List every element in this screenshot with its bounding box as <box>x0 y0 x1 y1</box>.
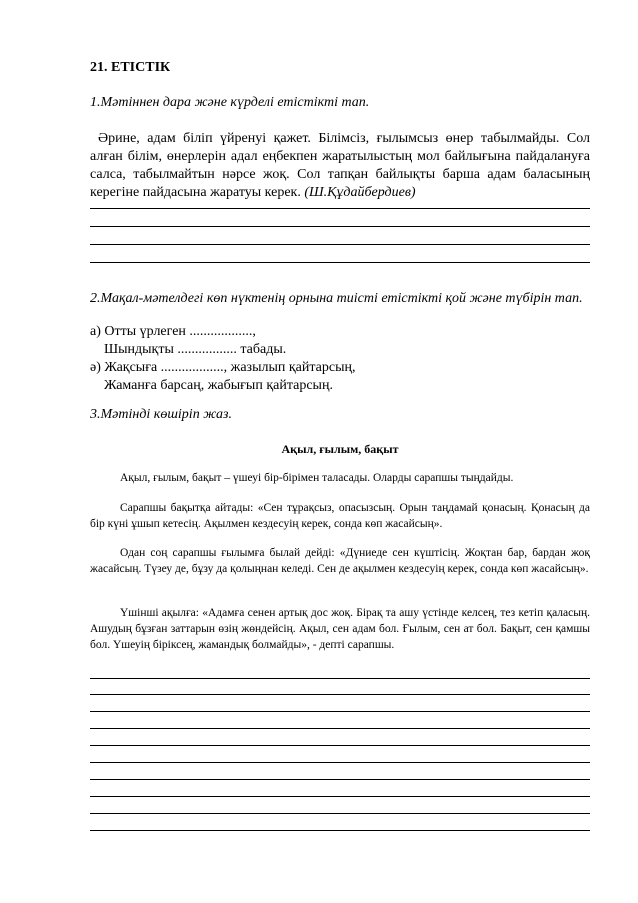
answer-line[interactable] <box>90 678 590 679</box>
proverb-line: Шындықты ................. табады. <box>104 342 287 357</box>
task3-instruction: 3.Мәтінді көшіріп жаз. <box>90 407 232 422</box>
task2-instruction: 2.Мақал-мәтелдегі көп нүктенің орнына тиісті етістікті қой және түбірін тап. <box>90 291 583 306</box>
task1-author: (Ш.Құдайбердиев) <box>304 185 416 200</box>
text-paragraph: Одан соң сарапшы ғылымға былай дейді: «Дүниеде сен күштісің. Жоқтан бар, бардан жоқ жасайсың. Түзеу де, бұзу да қолыңнан келеді. Сен де ақылмен кездесуің керек, сонда көп жасайсың». <box>90 547 590 575</box>
answer-line[interactable] <box>90 694 590 695</box>
answer-line[interactable] <box>90 830 590 831</box>
answer-line[interactable] <box>90 813 590 814</box>
proverb-line: а) Отты үрлеген .................., <box>90 324 256 339</box>
text-paragraph: Сарапшы бақытқа айтады: «Сен тұрақсыз, опасызсың. Орын таңдамай қонасың. Қонасың да бір күні ұшып кетесің. Ақылмен кездесуің керек, сонда көп жасайсың». <box>90 502 590 530</box>
proverb-line: ә) Жақсыға .................., жазылып қайтарсың, <box>90 360 356 375</box>
answer-line[interactable] <box>90 728 590 729</box>
answer-line[interactable] <box>90 762 590 763</box>
task1-body: Әрине, адам біліп үйренуі қажет. Білімсіз, ғылымсыз өнер табылмайды. Сол алған білім, өнерлерін адал еңбекпен жаратылыстың мол байлығына пайдалануға салса, табылмайтын нәрсе жоқ. Сол тапқан байлықты барша адам баласының керегіне пайдасына жаратуы керек. <box>90 131 590 200</box>
answer-line[interactable] <box>90 208 590 209</box>
answer-line[interactable] <box>90 226 590 227</box>
task1-text <box>90 130 590 202</box>
answer-line[interactable] <box>90 262 590 263</box>
answer-line[interactable] <box>90 244 590 245</box>
text-paragraph: Ақыл, ғылым, бақыт – үшеуі бір-бірімен таласады. Оларды сарапшы тыңдайды. <box>120 472 514 484</box>
answer-line[interactable] <box>90 779 590 780</box>
proverb-line: Жаманға барсаң, жабығып қайтарсың. <box>104 378 333 393</box>
answer-line[interactable] <box>90 711 590 712</box>
answer-line[interactable] <box>90 796 590 797</box>
page-title: 21. ЕТІСТІК <box>90 60 171 75</box>
answer-line[interactable] <box>90 745 590 746</box>
text-paragraph: Үшінші ақылға: «Адамға сенен артық дос жоқ. Бірақ та ашу үстінде келсең, тез кетіп қаласың. Ашудың бұзған заттарын өзің жөндейсің. Ақыл, сен адам бол. Ғылым, сен ат бол. Бақыт, сен қамшы бол. Үшеуің біріксең, жамандық болмайды», - депті сарапшы. <box>90 607 590 651</box>
task1-instruction: 1.Мәтіннен дара және күрделі етістікті тап. <box>90 95 370 110</box>
text-heading: Ақыл, ғылым, бақыт <box>281 442 399 456</box>
